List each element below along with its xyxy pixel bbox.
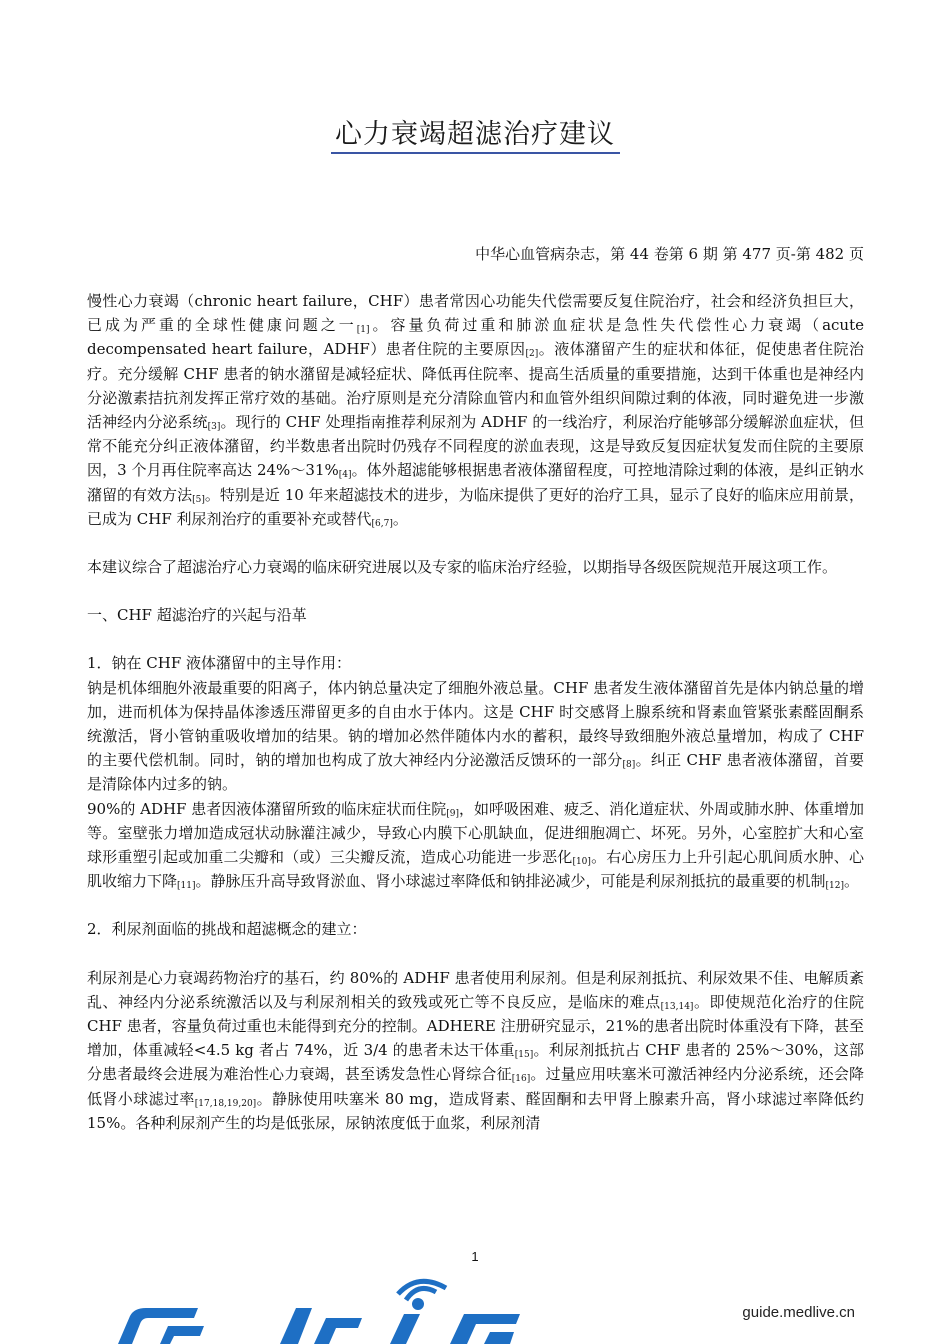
reference-marker: [12] bbox=[825, 881, 844, 892]
paragraph bbox=[87, 651, 864, 675]
paragraph-text: 。右心房压力上升引起心肌间质水肿、心肌收缩力下降 bbox=[87, 848, 864, 891]
paragraph bbox=[87, 289, 864, 531]
paragraph-text: 。体外超滤能够根据患者液体潴留程度，可控地清除过剩的体液，是纠正钠水潴留的有效方法 bbox=[87, 461, 864, 504]
paragraph bbox=[87, 676, 864, 797]
reference-marker: [15] bbox=[514, 1050, 534, 1061]
reference-marker: [8] bbox=[622, 760, 636, 771]
reference-marker: [17,18,19,20] bbox=[194, 1098, 257, 1109]
paragraph bbox=[87, 603, 864, 627]
paragraph-text: 1．钠在 CHF 液体潴留中的主导作用： bbox=[87, 654, 352, 673]
reference-marker: [13,14] bbox=[660, 1001, 694, 1012]
paragraph-text: 。纠正 CHF 患者液体潴留，首要是清除体内过多的钠。 bbox=[87, 751, 864, 794]
title-underline bbox=[331, 152, 620, 154]
paragraph-text: 。特别是近 10 年来超滤技术的进步，为临床提供了更好的治疗工具，显示了良好的临床应用前景，已成为 CHF 利尿剂治疗的重要补充或替代 bbox=[87, 485, 864, 528]
reference-marker: [16] bbox=[511, 1074, 531, 1085]
paragraph-text: 2．利尿剂面临的挑战和超滤概念的建立： bbox=[87, 920, 367, 939]
reference-marker: [10] bbox=[572, 857, 591, 868]
paragraph-text: 一、CHF 超滤治疗的兴起与沿革 bbox=[87, 606, 307, 625]
reference-marker: [1] bbox=[356, 325, 370, 336]
reference-marker: [4] bbox=[338, 470, 352, 481]
reference-marker: [9] bbox=[446, 808, 459, 819]
paragraph-text: 。静脉压升高导致肾淤血、肾小球滤过率降低和钠排泌减少，可能是利尿剂抵抗的最重要的机制 bbox=[195, 872, 826, 891]
paragraph-text: 90%的 ADHF 患者因液体潴留所致的临床症状而住院 bbox=[87, 799, 447, 818]
paragraph-text: 。 bbox=[392, 509, 408, 528]
paragraph-text: 利尿剂是心力衰竭药物治疗的基石，约 80%的 ADHF 患者使用利尿剂。但是利尿剂抵抗、利尿效果不佳、电解质紊乱、神经内分泌系统激活以及与利尿剂相关的致残或死亡等不良反应，是临床的难点 bbox=[87, 968, 864, 1011]
reference-marker: [3] bbox=[207, 422, 221, 433]
journal-citation: 中华心血管病杂志，第 44 卷第 6 期 第 477 页-第 482 页 bbox=[475, 245, 864, 263]
reference-marker: [5] bbox=[192, 494, 205, 505]
paragraph-text: 慢性心力衰竭（chronic heart failure，CHF）患者常因心功能失代偿需要反复住院治疗，社会和经济负担巨大，已成为严重的全球性健康问题之一 bbox=[87, 292, 864, 335]
paragraph bbox=[87, 555, 864, 579]
page-number: 1 bbox=[471, 1249, 479, 1264]
paragraph bbox=[87, 966, 864, 1135]
paragraph-text: 本建议综合了超滤治疗心力衰竭的临床研究进展以及专家的临床治疗经验，以期指导各级医院规范开展这项工作。 bbox=[87, 558, 838, 577]
medlive-logo-icon bbox=[100, 1278, 540, 1344]
paragraph-text: 。 bbox=[844, 872, 860, 891]
reference-marker: [6,7] bbox=[371, 518, 393, 529]
footer-url[interactable]: guide.medlive.cn bbox=[742, 1304, 855, 1321]
reference-marker: [2] bbox=[525, 349, 539, 360]
paragraph-text: 。静脉使用呋塞米 80 mg，造成肾素、醛固酮和去甲肾上腺素升高，肾小球滤过率降低约 15%。各种利尿剂产生的均是低张尿，尿钠浓度低于血浆，利尿剂清 bbox=[87, 1089, 864, 1132]
paragraph-text: 。容量负荷过重和肺淤血症状是急性失代偿性心力衰竭（acute decompensated heart failure，ADHF）患者住院的主要原因 bbox=[87, 316, 864, 359]
paragraph-text: 。液体潴留产生的症状和体征，促使患者住院治疗。充分缓解 CHF 患者的钠水潴留是减轻症状、降低再住院率、提高生活质量的重要措施，达到干体重也是神经内分泌激素拮抗剂发挥正常疗效的基础。治疗原则是充分清除血管内和血管外组织间隙过剩的体液，同时避免进一步激活神经内分泌系统 bbox=[87, 340, 864, 432]
paragraph-text: 。利尿剂抵抗占 CHF 患者的 25%～30%，这部分患者最终会进展为难治性心力衰竭，甚至诱发急性心肾综合征 bbox=[87, 1041, 864, 1084]
paragraph-text: 钠是机体细胞外液最重要的阳离子，体内钠总量决定了细胞外液总量。CHF 患者发生液体潴留首先是体内钠总量的增加，进而机体为保持晶体渗透压滞留更多的自由水于体内。这是 CHF 时交感肾上腺系统和肾素血管紧张素醛固酮系统激活，肾小管钠重吸收增加的结果。钠的增加必然伴随体内水的蓄积，最终导致细胞外液总量增加，构成了 CHF 的主要代偿机制。同时，钠的增加也构成了放大神经内分泌激活反馈环的一部分 bbox=[87, 678, 864, 770]
paragraph-text: 。现行的 CHF 处理指南推荐利尿剂为 ADHF 的一线治疗，利尿治疗能够部分缓解淤血症状，但常不能充分纠正液体潴留，约半数患者出院时仍残存不同程度的淤血表现，这是导致反复因症状复发而住院的主要原因，3 个月再住院率高达 24%～31% bbox=[87, 413, 864, 480]
document-title: 心力衰竭超滤治疗建议 bbox=[335, 119, 615, 150]
paragraph-text: 。即使规范化治疗的住院 CHF 患者，容量负荷过重也未能得到充分的控制。ADHERE 注册研究显示，21%的患者出院时体重没有下降，甚至增加，体重减轻<4.5 kg 者占 74%，近 3/4 的患者未达干体重 bbox=[87, 992, 864, 1060]
paragraph bbox=[87, 917, 864, 941]
paragraph-text: 。过量应用呋塞米可激活神经内分泌系统，还会降低肾小球滤过率 bbox=[87, 1065, 864, 1108]
paragraph-text: ，如呼吸困难、疲乏、消化道症状、外周或肺水肿、体重增加等。室壁张力增加造成冠状动脉灌注减少，导致心内膜下心肌缺血，促进细胞凋亡、坏死。另外，心室腔扩大和心室球形重塑引起或加重二尖瓣和（或）三尖瓣反流，造成心功能进一步恶化 bbox=[87, 799, 864, 867]
article-body bbox=[87, 289, 864, 1135]
reference-marker: [11] bbox=[177, 881, 196, 892]
paragraph bbox=[87, 797, 864, 894]
